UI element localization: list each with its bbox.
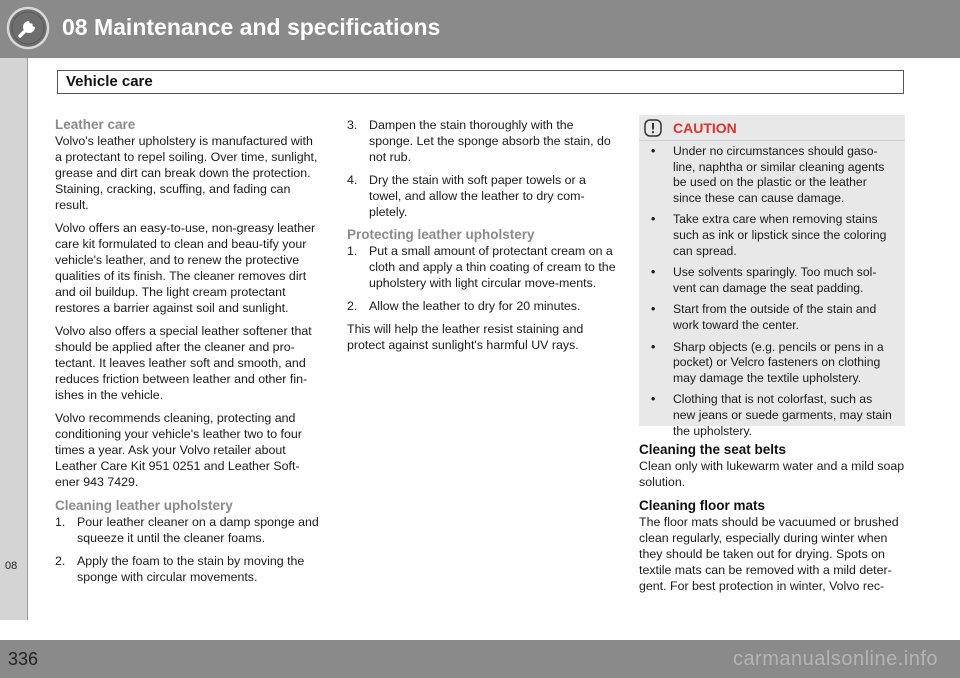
list-item xyxy=(55,514,323,546)
column-1 xyxy=(55,117,323,592)
bullet-icon: • xyxy=(651,212,656,227)
floor-mats-heading: Cleaning floor mats xyxy=(639,498,766,513)
list-item xyxy=(648,302,895,333)
paragraph: Volvo's leather upholstery is manufactured with a protectant to repel soiling. Over time, sunlight, grease and dirt can break down the protection. Staining, cracking, scuffing, and fading can result. xyxy=(55,134,318,212)
caution-text: Start from the outside of the stain and work toward the center. xyxy=(673,302,877,332)
step-text: Put a small amount of protectant cream on a cloth and apply a thin coating of cream to the upholstery with light circular move-ments. xyxy=(369,244,616,290)
page-title: 08 Maintenance and specifications xyxy=(62,14,441,40)
maintenance-wrench-icon xyxy=(6,6,50,50)
paragraph: Volvo also offers a special leather softener that should be applied after the cleaner and pro-tectant. It leaves leather soft and smooth, and reduces friction between leather and other fin-ishes in the vehicle. xyxy=(55,324,312,402)
list-item xyxy=(347,117,617,165)
cleaning-steps-continued xyxy=(347,117,617,220)
list-item xyxy=(347,298,617,314)
step-number: 1. xyxy=(55,515,66,529)
seat-belts-heading: Cleaning the seat belts xyxy=(639,442,787,457)
step-number: 4. xyxy=(347,173,358,187)
bullet-icon: • xyxy=(651,144,656,158)
step-text: Dry the stain with soft paper towels or a towel, and allow the leather to dry com-pletely. xyxy=(369,173,586,219)
bullet-icon: • xyxy=(651,392,656,407)
page-number: 336 xyxy=(8,649,39,669)
bullet-icon: • xyxy=(651,265,656,280)
list-item xyxy=(347,243,617,291)
list-item xyxy=(55,553,323,585)
list-item xyxy=(648,265,895,296)
caution-title: CAUTION xyxy=(673,120,737,136)
step-number: 1. xyxy=(347,244,358,258)
step-number: 2. xyxy=(55,554,66,568)
paragraph: Volvo offers an easy-to-use, non-greasy leather care kit formulated to clean and beau-tify your vehicle's leather, and to renew the protective qualities of its finish. The cleaner removes dirt and oil buildup. The light cream protectant restores a barrier against soil and sunlight. xyxy=(55,221,316,315)
step-number: 2. xyxy=(347,299,358,313)
leather-care-heading: Leather care xyxy=(55,117,136,132)
step-text: Pour leather cleaner on a damp sponge and squeeze it until the cleaner foams. xyxy=(77,515,319,545)
step-text: Dampen the stain thoroughly with the sponge. Let the sponge absorb the stain, do not rub. xyxy=(369,118,611,164)
caution-list xyxy=(639,141,905,439)
column-3 xyxy=(639,442,907,601)
page-header xyxy=(0,0,960,58)
step-text: Apply the foam to the stain by moving the sponge with circular movements. xyxy=(77,554,305,584)
list-item xyxy=(648,144,895,206)
list-item xyxy=(347,172,617,220)
cleaning-steps xyxy=(55,514,323,585)
caution-text: Take extra care when removing stains such as ink or lipstick since the coloring can spread. xyxy=(673,212,887,258)
paragraph: Volvo recommends cleaning, protecting and conditioning your vehicle's leather two to four times a year. Ask your Volvo retailer about Leather Care Kit 951 0251 and Leather Soft-ener 943 7429. xyxy=(55,411,302,489)
step-text: Allow the leather to dry for 20 minutes. xyxy=(369,299,581,313)
chapter-number: 08 xyxy=(5,560,18,572)
cleaning-leather-heading: Cleaning leather upholstery xyxy=(55,498,233,513)
watermark: carmanualsonline.info xyxy=(732,648,938,670)
caution-text: Sharp objects (e.g. pencils or pens in a pocket) or Velcro fasteners on clothing may damage the textile upholstery. xyxy=(673,339,884,385)
section-bar xyxy=(57,70,904,94)
chapter-tab xyxy=(0,58,28,620)
page-footer xyxy=(0,640,960,678)
protecting-leather-heading: Protecting leather upholstery xyxy=(347,227,535,242)
caution-box xyxy=(639,115,905,438)
list-item xyxy=(648,212,895,259)
caution-text: Clothing that is not colorfast, such as new jeans or suede garments, may stain the upholstery. xyxy=(673,392,892,438)
caution-text: Use solvents sparingly. Too much sol-vent can damage the seat padding. xyxy=(673,265,877,295)
floor-mats-text: The floor mats should be vacuumed or brushed clean regularly, especially during winter when they should be taken out for drying. Spots on textile mats can be removed with a mild deter-gent. For best protection in winter, Volvo rec- xyxy=(639,515,899,593)
bullet-icon: • xyxy=(651,339,656,354)
column-2 xyxy=(347,117,617,360)
protection-note: This will help the leather resist staining and protect against sunlight's harmful UV rays. xyxy=(347,322,584,352)
caution-text: Under no circumstances should gaso-line, naphtha or similar cleaning agents be used on the plastic or the leather since these can cause damage. xyxy=(673,144,885,205)
section-title: Vehicle care xyxy=(66,73,153,90)
bullet-icon: • xyxy=(651,302,656,317)
exclamation-icon xyxy=(644,119,662,137)
protecting-steps xyxy=(347,243,617,314)
list-item xyxy=(648,340,895,387)
seat-belts-text: Clean only with lukewarm water and a mild soap solution. xyxy=(639,459,905,489)
step-number: 3. xyxy=(347,118,358,132)
list-item xyxy=(648,392,895,439)
caution-header xyxy=(639,115,905,141)
